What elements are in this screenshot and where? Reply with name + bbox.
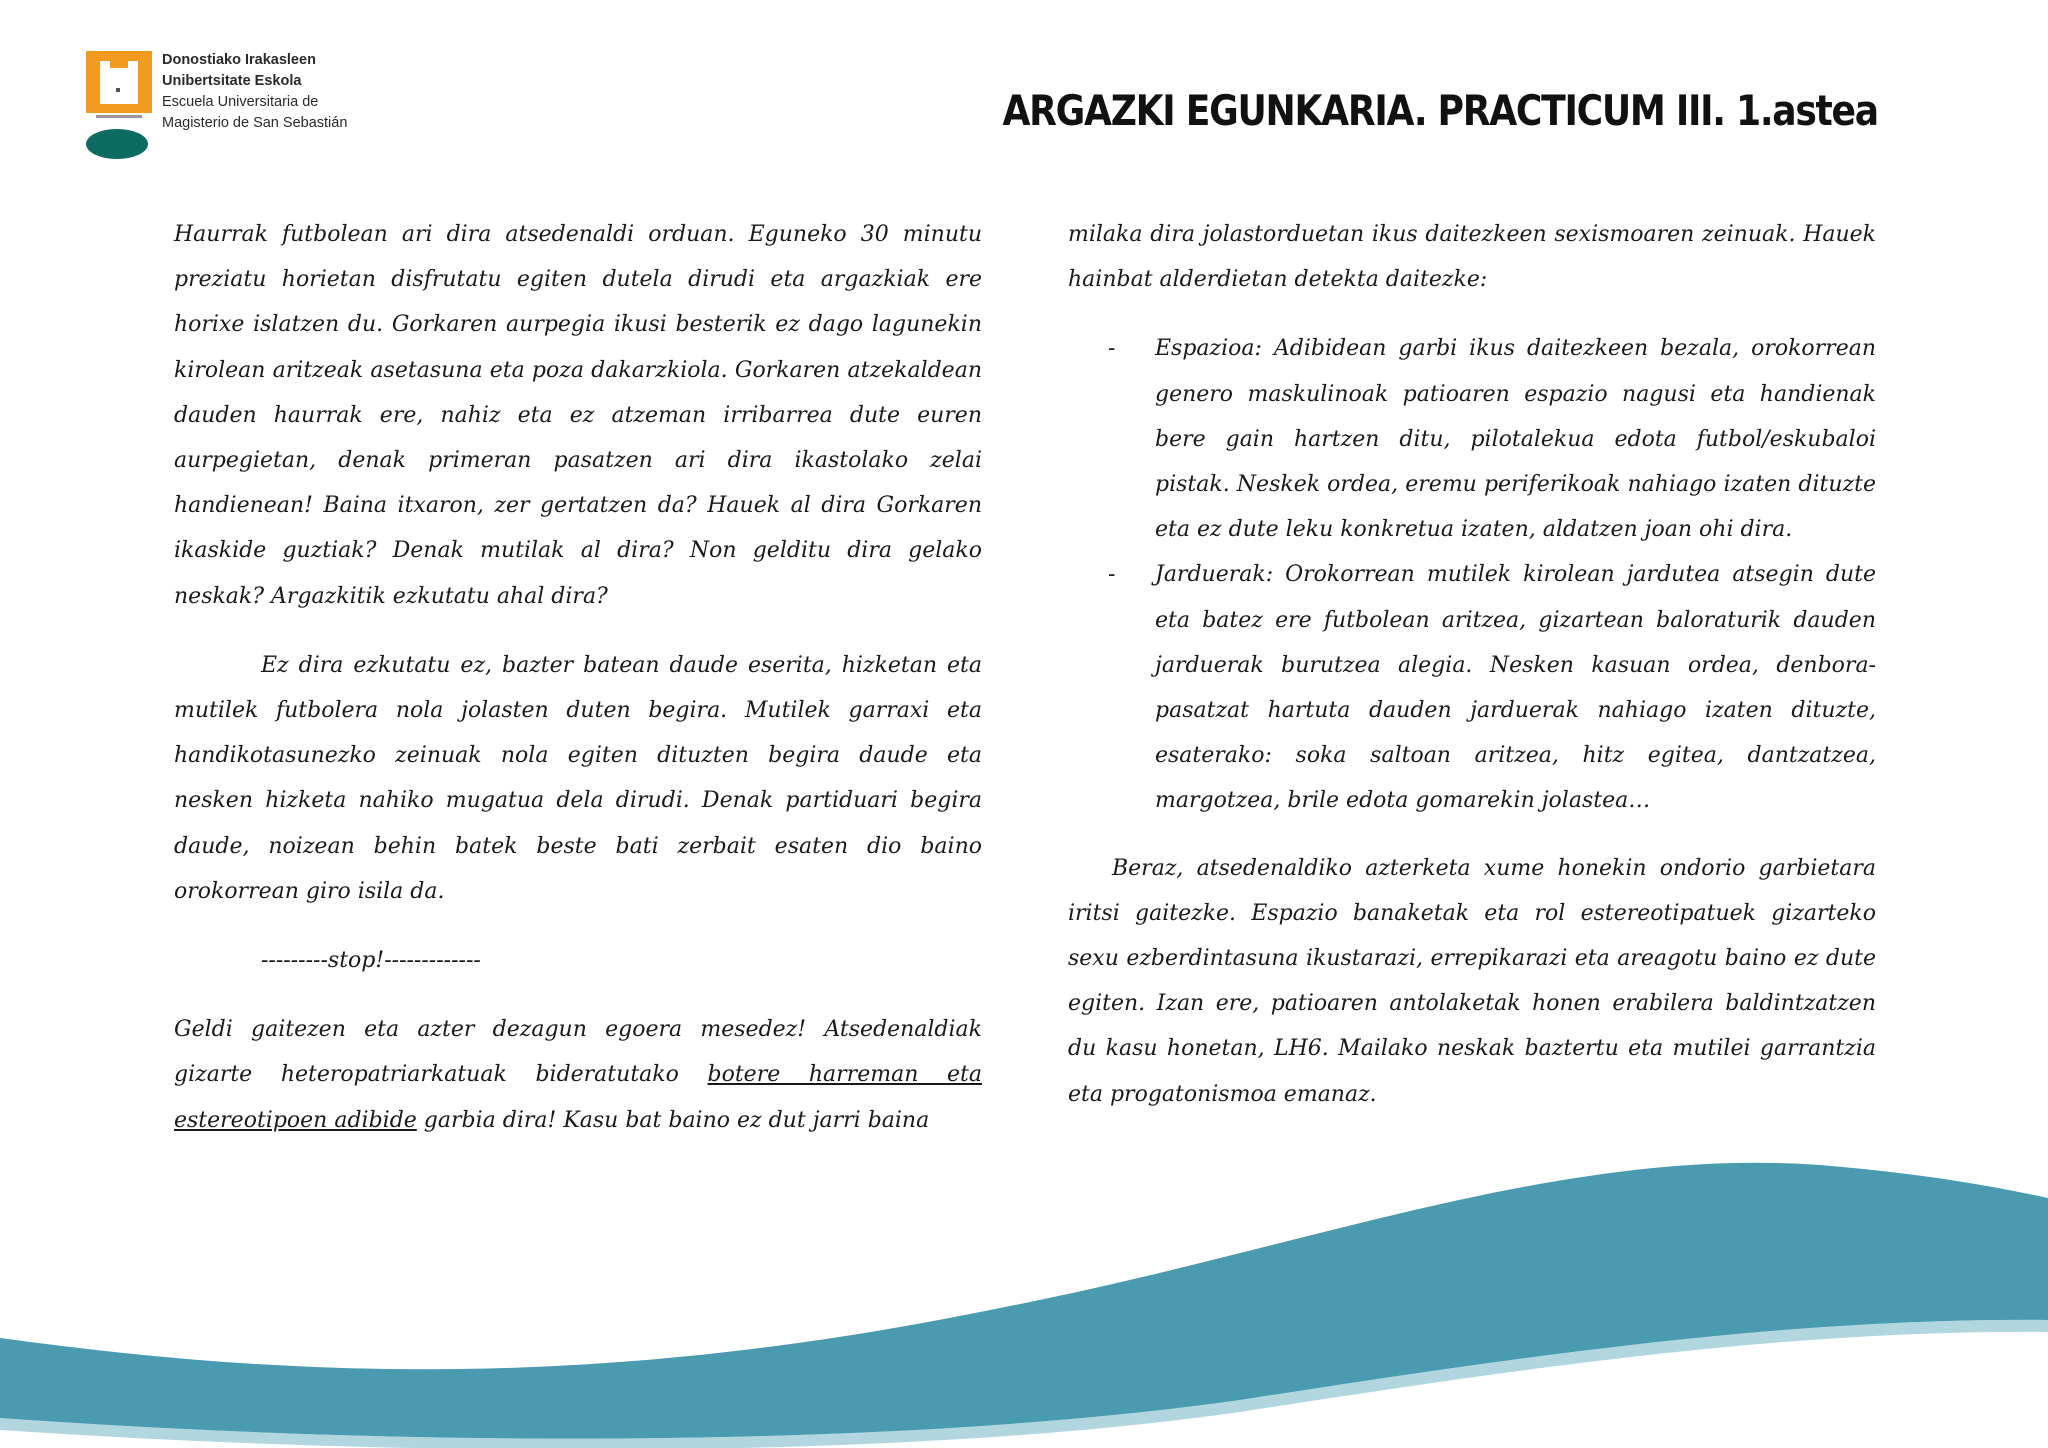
stop-marker: ---------stop!------------- bbox=[261, 948, 481, 974]
underlined-phrase: botere harreman eta estereotipoen adibide bbox=[174, 1062, 982, 1133]
decorative-wave bbox=[0, 1150, 2048, 1448]
paragraph: Beraz, atsedenaldiko azterketa xume honekin ondorio garbietara iritsi gaitezke. Espazio banaketak eta rol estereotipatuek gizarteko sexu ezberdintasuna ikustarazi, errepikarazi eta areagotu baino ez dute egiten. Izan ere, patioaren antolaketak honen erabilera baldintzatzen du kasu honetan, LH6. Mailako neskak baztertu eta mutilei garrantzia eta progatonismoa emanaz. bbox=[1068, 855, 1876, 1107]
institution-line: Escuela Universitaria de bbox=[162, 94, 319, 110]
institution-line: Donostiako Irakasleen bbox=[162, 52, 316, 68]
list-item: - Jarduerak: Orokorrean mutilek kirolean jardutea atsegin dute eta batez ere futbolean aritzea, gizartean baloraturik dauden jarduerak burutzea alegia. Nesken kasuan ordea, denbora-pasatzat hartuta dauden jarduerak nahiago izaten dituzte, esaterako: soka saltoan aritzea, hitz egitea, dantzatzea, margotzea, brile edota gomarekin jolastea… bbox=[1155, 552, 1876, 823]
paragraph: milaka dira jolastorduetan ikus daitezkeen sexismoaren zeinuak. Hauek hainbat alderdietan detekta daitezke: bbox=[1068, 222, 1876, 293]
school-logo-icon bbox=[86, 48, 152, 163]
paragraph-text: garbia dira! Kasu bat baino ez dut jarri baina bbox=[416, 1107, 930, 1133]
paragraph: Ez dira ezkutatu ez, bazter batean daude eserita, hizketan eta mutilek futbolera nola jolasten duten begira. Mutilek garraxi eta handikotasunezko zeinuak nola egiten dituzten begira daude eta nesken hizketa nahiko mugatua dela dirudi. Denak partiduari begira daude, noizean behin batek beste bati zerbait esaten dio baino orokorrean giro isila da. bbox=[174, 652, 982, 904]
institution-line: Magisterio de San Sebastián bbox=[162, 115, 348, 131]
institution-line: Unibertsitate Eskola bbox=[162, 73, 302, 89]
paragraph bbox=[174, 1007, 982, 1143]
page-title: ARGAZKI EGUNKARIA. PRACTICUM III. 1.astea bbox=[1002, 86, 1878, 135]
bullet-list bbox=[1068, 326, 1876, 823]
school-logo bbox=[86, 48, 366, 163]
left-column bbox=[174, 212, 982, 1167]
paragraph: Haurrak futbolean ari dira atsedenaldi orduan. Eguneko 30 minutu preziatu horietan disfrutatu egiten dutela dirudi eta argazkiak ere horixe islatzen du. Gorkaren aurpegia ikusi besterik ez dago lagunekin kirolean aritzeak asetasuna eta poza dakarzkiola. Gorkaren atzekaldean dauden haurrak ere, nahiz eta ez atzeman irribarrea dute euren aurpegietan, denak primeran pasatzen ari dira ikastolako zelai handienean! Baina itxaron, zer gertatzen da? Hauek al dira Gorkaren ikaskide guztiak? Denak mutilak al dira? Non gelditu dira gelako neskak? Argazkitik ezkutatu ahal dira? bbox=[174, 222, 982, 609]
paragraph-text: Geldi gaitezen eta azter dezagun egoera mesedez! Atsedenaldiak gizarte heteropatriarkatuak bideratutako bbox=[174, 1017, 982, 1088]
right-column bbox=[1068, 212, 1876, 1141]
list-item: - Espazioa: Adibidean garbi ikus daitezkeen bezala, orokorrean genero maskulinoak patioaren espazio nagusi eta handienak bere gain hartzen ditu, pilotalekua edota futbol/eskubaloi pistak. Neskek ordea, eremu periferikoak nahiago izaten dituzte eta ez dute leku konkretua izaten, aldatzen joan ohi dira. bbox=[1155, 326, 1876, 552]
institution-name bbox=[162, 50, 347, 134]
